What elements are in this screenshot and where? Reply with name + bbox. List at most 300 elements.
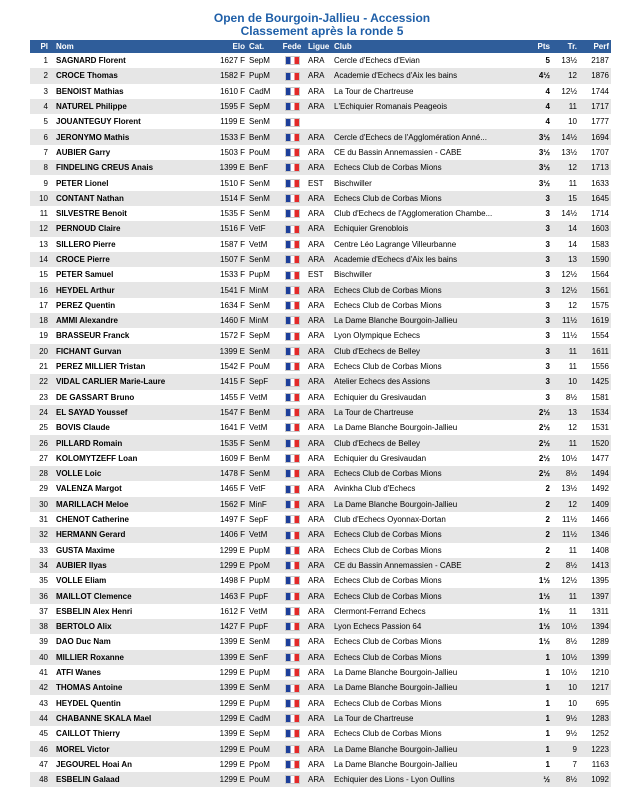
rank-cell: 24 bbox=[30, 405, 54, 420]
performance-cell: 1531 bbox=[579, 420, 611, 435]
table-row bbox=[30, 328, 611, 343]
performance-cell: 1210 bbox=[579, 665, 611, 680]
rank-cell: 48 bbox=[30, 772, 54, 787]
tiebreak-cell: 8½ bbox=[552, 772, 579, 787]
category-cell: SenM bbox=[247, 344, 278, 359]
table-row bbox=[30, 435, 611, 450]
player-name: EL SAYAD Youssef bbox=[54, 405, 204, 420]
points-cell: 2 bbox=[530, 481, 552, 496]
ligue-cell: ARA bbox=[306, 711, 332, 726]
col-header-club[interactable]: Club bbox=[332, 40, 530, 53]
performance-cell: 1603 bbox=[579, 221, 611, 236]
ligue-cell: ARA bbox=[306, 695, 332, 710]
france-flag-icon bbox=[285, 378, 300, 387]
table-row bbox=[30, 99, 611, 114]
club-cell: Cercle d'Echecs de l'Agglomération Anné... bbox=[332, 129, 530, 144]
points-cell: 3½ bbox=[530, 175, 552, 190]
rank-cell: 4 bbox=[30, 99, 54, 114]
col-header-pts[interactable]: Pts bbox=[530, 40, 552, 53]
performance-cell: 1645 bbox=[579, 191, 611, 206]
club-cell: La Dame Blanche Bourgoin-Jallieu bbox=[332, 757, 530, 772]
player-name: PERNOUD Claire bbox=[54, 221, 204, 236]
table-row bbox=[30, 588, 611, 603]
elo-cell: 1399 E bbox=[204, 726, 247, 741]
points-cell: 3 bbox=[530, 267, 552, 282]
performance-cell: 1346 bbox=[579, 527, 611, 542]
performance-cell: 1289 bbox=[579, 634, 611, 649]
category-cell: BenM bbox=[247, 405, 278, 420]
france-flag-icon bbox=[285, 653, 300, 662]
player-name: VOLLE Eliam bbox=[54, 573, 204, 588]
tiebreak-cell: 8½ bbox=[552, 390, 579, 405]
france-flag-icon bbox=[285, 622, 300, 631]
elo-cell: 1533 F bbox=[204, 267, 247, 282]
elo-cell: 1415 F bbox=[204, 374, 247, 389]
france-flag-icon bbox=[285, 699, 300, 708]
performance-cell: 1311 bbox=[579, 604, 611, 619]
tiebreak-cell: 7 bbox=[552, 757, 579, 772]
table-row bbox=[30, 237, 611, 252]
rank-cell: 25 bbox=[30, 420, 54, 435]
fede-cell bbox=[278, 435, 306, 450]
points-cell: 5 bbox=[530, 53, 552, 68]
player-name: GUSTA Maxime bbox=[54, 543, 204, 558]
player-name: VIDAL CARLIER Marie-Laure bbox=[54, 374, 204, 389]
category-cell: PpoM bbox=[247, 757, 278, 772]
club-cell: Centre Léo Lagrange Villeurbanne bbox=[332, 237, 530, 252]
table-row bbox=[30, 313, 611, 328]
fede-cell bbox=[278, 466, 306, 481]
points-cell: 3 bbox=[530, 390, 552, 405]
tiebreak-cell: 11 bbox=[552, 588, 579, 603]
elo-cell: 1399 E bbox=[204, 160, 247, 175]
elo-cell: 1465 F bbox=[204, 481, 247, 496]
rank-cell: 14 bbox=[30, 252, 54, 267]
ligue-cell: ARA bbox=[306, 252, 332, 267]
player-name: HEYDEL Arthur bbox=[54, 282, 204, 297]
player-name: ESBELIN Alex Henri bbox=[54, 604, 204, 619]
standings-table bbox=[30, 40, 611, 787]
fede-cell bbox=[278, 390, 306, 405]
ligue-cell: ARA bbox=[306, 634, 332, 649]
ligue-cell: ARA bbox=[306, 588, 332, 603]
fede-cell bbox=[278, 726, 306, 741]
elo-cell: 1503 F bbox=[204, 145, 247, 160]
elo-cell: 1510 F bbox=[204, 175, 247, 190]
tiebreak-cell: 10 bbox=[552, 114, 579, 129]
ligue-cell: EST bbox=[306, 175, 332, 190]
ligue-cell: ARA bbox=[306, 206, 332, 221]
france-flag-icon bbox=[285, 286, 300, 295]
col-header-perf[interactable]: Perf bbox=[579, 40, 611, 53]
category-cell: PouM bbox=[247, 741, 278, 756]
col-header-nom[interactable]: Nom bbox=[54, 40, 204, 53]
points-cell: 4 bbox=[530, 114, 552, 129]
club-cell: Bischwiller bbox=[332, 175, 530, 190]
club-cell: Atelier Echecs des Assions bbox=[332, 374, 530, 389]
category-cell: SenM bbox=[247, 466, 278, 481]
player-name: CHENOT Catherine bbox=[54, 512, 204, 527]
category-cell: SenM bbox=[247, 114, 278, 129]
performance-cell: 1494 bbox=[579, 466, 611, 481]
player-name: DE GASSART Bruno bbox=[54, 390, 204, 405]
table-row bbox=[30, 726, 611, 741]
elo-cell: 1535 F bbox=[204, 206, 247, 221]
table-row bbox=[30, 650, 611, 665]
player-name: BENOIST Mathias bbox=[54, 84, 204, 99]
rank-cell: 42 bbox=[30, 680, 54, 695]
elo-cell: 1497 F bbox=[204, 512, 247, 527]
points-cell: 3 bbox=[530, 374, 552, 389]
tiebreak-cell: 12 bbox=[552, 497, 579, 512]
table-row bbox=[30, 390, 611, 405]
ligue-cell: ARA bbox=[306, 650, 332, 665]
club-cell: Club d'Echecs de Belley bbox=[332, 435, 530, 450]
club-cell: Echecs Club de Corbas Mions bbox=[332, 359, 530, 374]
fede-cell bbox=[278, 604, 306, 619]
fede-cell bbox=[278, 650, 306, 665]
standings-subtitle: Classement après la ronde 5 bbox=[240, 24, 404, 38]
club-cell: Avinkha Club d'Echecs bbox=[332, 481, 530, 496]
rank-cell: 29 bbox=[30, 481, 54, 496]
points-cell: 3 bbox=[530, 359, 552, 374]
elo-cell: 1507 F bbox=[204, 252, 247, 267]
rank-cell: 18 bbox=[30, 313, 54, 328]
tiebreak-cell: 11 bbox=[552, 175, 579, 190]
fede-cell bbox=[278, 680, 306, 695]
ligue-cell: ARA bbox=[306, 344, 332, 359]
category-cell: MinM bbox=[247, 313, 278, 328]
table-row bbox=[30, 405, 611, 420]
category-cell: SenM bbox=[247, 435, 278, 450]
performance-cell: 1520 bbox=[579, 435, 611, 450]
table-row bbox=[30, 420, 611, 435]
ligue-cell: ARA bbox=[306, 84, 332, 99]
tiebreak-cell: 12 bbox=[552, 420, 579, 435]
rank-cell: 5 bbox=[30, 114, 54, 129]
table-row bbox=[30, 665, 611, 680]
france-flag-icon bbox=[285, 255, 300, 264]
category-cell: SepF bbox=[247, 374, 278, 389]
table-row bbox=[30, 757, 611, 772]
points-cell: 1 bbox=[530, 665, 552, 680]
performance-cell: 1575 bbox=[579, 298, 611, 313]
tiebreak-cell: 13 bbox=[552, 405, 579, 420]
club-cell: Echiquier Grenoblois bbox=[332, 221, 530, 236]
rank-cell: 34 bbox=[30, 558, 54, 573]
table-row bbox=[30, 252, 611, 267]
fede-cell bbox=[278, 298, 306, 313]
club-cell: Echecs Club de Corbas Mions bbox=[332, 466, 530, 481]
ligue-cell: ARA bbox=[306, 221, 332, 236]
category-cell: VetF bbox=[247, 481, 278, 496]
rank-cell: 45 bbox=[30, 726, 54, 741]
fede-cell bbox=[278, 237, 306, 252]
player-name: VALENZA Margot bbox=[54, 481, 204, 496]
category-cell: SenM bbox=[247, 175, 278, 190]
category-cell: SenM bbox=[247, 298, 278, 313]
ligue-cell: ARA bbox=[306, 604, 332, 619]
rank-cell: 21 bbox=[30, 359, 54, 374]
france-flag-icon bbox=[285, 225, 300, 234]
table-row bbox=[30, 481, 611, 496]
rank-cell: 28 bbox=[30, 466, 54, 481]
player-name: NATUREL Philippe bbox=[54, 99, 204, 114]
tiebreak-cell: 11 bbox=[552, 543, 579, 558]
tiebreak-cell: 10½ bbox=[552, 665, 579, 680]
player-name: JERONYMO Mathis bbox=[54, 129, 204, 144]
rank-cell: 33 bbox=[30, 543, 54, 558]
category-cell: VetM bbox=[247, 604, 278, 619]
performance-cell: 1477 bbox=[579, 451, 611, 466]
performance-cell: 1466 bbox=[579, 512, 611, 527]
category-cell: PouM bbox=[247, 772, 278, 787]
col-header-pl[interactable]: Pl bbox=[30, 40, 54, 53]
points-cell: 2 bbox=[530, 527, 552, 542]
tiebreak-cell: 8½ bbox=[552, 634, 579, 649]
category-cell: PupM bbox=[247, 573, 278, 588]
club-cell: Academie d'Echecs d'Aix les bains bbox=[332, 68, 530, 83]
ligue-cell: ARA bbox=[306, 741, 332, 756]
performance-cell: 1713 bbox=[579, 160, 611, 175]
rank-cell: 16 bbox=[30, 282, 54, 297]
france-flag-icon bbox=[285, 423, 300, 432]
france-flag-icon bbox=[285, 760, 300, 769]
elo-cell: 1299 E bbox=[204, 772, 247, 787]
category-cell: MinF bbox=[247, 497, 278, 512]
tiebreak-cell: 12½ bbox=[552, 282, 579, 297]
points-cell: 2½ bbox=[530, 451, 552, 466]
club-cell: Echiquier du Gresivaudan bbox=[332, 451, 530, 466]
performance-cell: 1561 bbox=[579, 282, 611, 297]
player-name: PETER Lionel bbox=[54, 175, 204, 190]
category-cell: PouM bbox=[247, 145, 278, 160]
ligue-cell: ARA bbox=[306, 481, 332, 496]
category-cell: PupF bbox=[247, 619, 278, 634]
player-name: MAILLOT Clemence bbox=[54, 588, 204, 603]
tiebreak-cell: 10½ bbox=[552, 451, 579, 466]
ligue-cell: ARA bbox=[306, 374, 332, 389]
table-row bbox=[30, 206, 611, 221]
points-cell: 1½ bbox=[530, 573, 552, 588]
ligue-cell: ARA bbox=[306, 68, 332, 83]
performance-cell: 1395 bbox=[579, 573, 611, 588]
elo-cell: 1299 E bbox=[204, 543, 247, 558]
elo-cell: 1455 F bbox=[204, 390, 247, 405]
fede-cell bbox=[278, 711, 306, 726]
fede-cell bbox=[278, 313, 306, 328]
points-cell: 2½ bbox=[530, 405, 552, 420]
elo-cell: 1427 F bbox=[204, 619, 247, 634]
france-flag-icon bbox=[285, 729, 300, 738]
player-name: ESBELIN Galaad bbox=[54, 772, 204, 787]
club-cell: Echecs Club de Corbas Mions bbox=[332, 695, 530, 710]
club-cell: Club d'Echecs de Belley bbox=[332, 344, 530, 359]
elo-cell: 1541 F bbox=[204, 282, 247, 297]
tiebreak-cell: 11 bbox=[552, 344, 579, 359]
club-cell: Echecs Club de Corbas Mions bbox=[332, 650, 530, 665]
france-flag-icon bbox=[285, 454, 300, 463]
table-row bbox=[30, 84, 611, 99]
points-cell: 3 bbox=[530, 298, 552, 313]
france-flag-icon bbox=[285, 485, 300, 494]
france-flag-icon bbox=[285, 72, 300, 81]
france-flag-icon bbox=[285, 592, 300, 601]
france-flag-icon bbox=[285, 347, 300, 356]
col-header-ligue[interactable]: Ligue bbox=[306, 40, 332, 53]
performance-cell: 1217 bbox=[579, 680, 611, 695]
category-cell: PupM bbox=[247, 267, 278, 282]
col-header-cat[interactable]: Cat. bbox=[247, 40, 278, 53]
category-cell: SenM bbox=[247, 206, 278, 221]
tiebreak-cell: 11½ bbox=[552, 527, 579, 542]
elo-cell: 1478 F bbox=[204, 466, 247, 481]
club-cell: Club d'Echecs Oyonnax-Dortan bbox=[332, 512, 530, 527]
club-cell: La Dame Blanche Bourgoin-Jallieu bbox=[332, 665, 530, 680]
tiebreak-cell: 12 bbox=[552, 160, 579, 175]
tiebreak-cell: 15 bbox=[552, 191, 579, 206]
ligue-cell: ARA bbox=[306, 405, 332, 420]
ligue-cell bbox=[306, 114, 332, 129]
ligue-cell: ARA bbox=[306, 191, 332, 206]
performance-cell: 1611 bbox=[579, 344, 611, 359]
fede-cell bbox=[278, 588, 306, 603]
col-header-elo[interactable]: Elo bbox=[204, 40, 247, 53]
player-name: JEGOUREL Hoai An bbox=[54, 757, 204, 772]
category-cell: VetF bbox=[247, 221, 278, 236]
fede-cell bbox=[278, 512, 306, 527]
club-cell: La Dame Blanche Bourgoin-Jallieu bbox=[332, 420, 530, 435]
performance-cell: 2187 bbox=[579, 53, 611, 68]
france-flag-icon bbox=[285, 439, 300, 448]
elo-cell: 1399 E bbox=[204, 650, 247, 665]
ligue-cell: ARA bbox=[306, 726, 332, 741]
fede-cell bbox=[278, 191, 306, 206]
elo-cell: 1547 F bbox=[204, 405, 247, 420]
category-cell: SepM bbox=[247, 53, 278, 68]
tiebreak-cell: 12½ bbox=[552, 267, 579, 282]
france-flag-icon bbox=[285, 118, 300, 127]
fede-cell bbox=[278, 68, 306, 83]
elo-cell: 1199 E bbox=[204, 114, 247, 129]
performance-cell: 1619 bbox=[579, 313, 611, 328]
club-cell: Echecs Club de Corbas Mions bbox=[332, 298, 530, 313]
elo-cell: 1463 F bbox=[204, 588, 247, 603]
table-row bbox=[30, 175, 611, 190]
performance-cell: 1633 bbox=[579, 175, 611, 190]
points-cell: 2 bbox=[530, 497, 552, 512]
points-cell: 3 bbox=[530, 221, 552, 236]
rank-cell: 36 bbox=[30, 588, 54, 603]
table-row bbox=[30, 359, 611, 374]
category-cell: VetM bbox=[247, 390, 278, 405]
france-flag-icon bbox=[285, 301, 300, 310]
points-cell: 1 bbox=[530, 741, 552, 756]
fede-cell bbox=[278, 160, 306, 175]
france-flag-icon bbox=[285, 332, 300, 341]
fede-cell bbox=[278, 420, 306, 435]
fede-cell bbox=[278, 359, 306, 374]
club-cell: Echecs Club de Corbas Mions bbox=[332, 634, 530, 649]
rank-cell: 13 bbox=[30, 237, 54, 252]
player-name: PEREZ MILLIER Tristan bbox=[54, 359, 204, 374]
player-name: PILLARD Romain bbox=[54, 435, 204, 450]
col-header-tr[interactable]: Tr. bbox=[552, 40, 579, 53]
rank-cell: 27 bbox=[30, 451, 54, 466]
performance-cell: 1564 bbox=[579, 267, 611, 282]
club-cell: Echecs Club de Corbas Mions bbox=[332, 588, 530, 603]
ligue-cell: ARA bbox=[306, 435, 332, 450]
fede-cell bbox=[278, 741, 306, 756]
tiebreak-cell: 12½ bbox=[552, 84, 579, 99]
points-cell: 2½ bbox=[530, 420, 552, 435]
category-cell: PupF bbox=[247, 588, 278, 603]
table-row bbox=[30, 527, 611, 542]
fede-cell bbox=[278, 497, 306, 512]
col-header-fede[interactable]: Fede bbox=[278, 40, 306, 53]
france-flag-icon bbox=[285, 194, 300, 203]
club-cell: L'Echiquier Romanais Peageois bbox=[332, 99, 530, 114]
france-flag-icon bbox=[285, 714, 300, 723]
performance-cell: 1581 bbox=[579, 390, 611, 405]
france-flag-icon bbox=[285, 87, 300, 96]
points-cell: 4½ bbox=[530, 68, 552, 83]
category-cell: BenF bbox=[247, 160, 278, 175]
ligue-cell: EST bbox=[306, 267, 332, 282]
points-cell: 3½ bbox=[530, 160, 552, 175]
elo-cell: 1299 E bbox=[204, 558, 247, 573]
table-header-row bbox=[30, 40, 611, 53]
fede-cell bbox=[278, 129, 306, 144]
player-name: HEYDEL Quentin bbox=[54, 695, 204, 710]
category-cell: SepM bbox=[247, 99, 278, 114]
elo-cell: 1299 E bbox=[204, 757, 247, 772]
player-name: ATFI Wanes bbox=[54, 665, 204, 680]
table-row bbox=[30, 374, 611, 389]
elo-cell: 1514 F bbox=[204, 191, 247, 206]
fede-cell bbox=[278, 451, 306, 466]
player-name: CHABANNE SKALA Mael bbox=[54, 711, 204, 726]
france-flag-icon bbox=[285, 500, 300, 509]
france-flag-icon bbox=[285, 209, 300, 218]
club-cell: Echiquier du Gresivaudan bbox=[332, 390, 530, 405]
points-cell: 1 bbox=[530, 711, 552, 726]
fede-cell bbox=[278, 757, 306, 772]
performance-cell: 1554 bbox=[579, 328, 611, 343]
france-flag-icon bbox=[285, 638, 300, 647]
fede-cell bbox=[278, 252, 306, 267]
club-cell: Clermont-Ferrand Echecs bbox=[332, 604, 530, 619]
performance-cell: 1425 bbox=[579, 374, 611, 389]
performance-cell: 1252 bbox=[579, 726, 611, 741]
performance-cell: 1223 bbox=[579, 741, 611, 756]
points-cell: 3 bbox=[530, 191, 552, 206]
points-cell: 1½ bbox=[530, 619, 552, 634]
france-flag-icon bbox=[285, 775, 300, 784]
france-flag-icon bbox=[285, 179, 300, 188]
performance-cell: 695 bbox=[579, 695, 611, 710]
club-cell: La Tour de Chartreuse bbox=[332, 84, 530, 99]
france-flag-icon bbox=[285, 684, 300, 693]
rank-cell: 32 bbox=[30, 527, 54, 542]
category-cell: PpoM bbox=[247, 558, 278, 573]
fede-cell bbox=[278, 405, 306, 420]
rank-cell: 17 bbox=[30, 298, 54, 313]
category-cell: SepF bbox=[247, 512, 278, 527]
performance-cell: 1714 bbox=[579, 206, 611, 221]
category-cell: SenM bbox=[247, 252, 278, 267]
points-cell: 3 bbox=[530, 313, 552, 328]
